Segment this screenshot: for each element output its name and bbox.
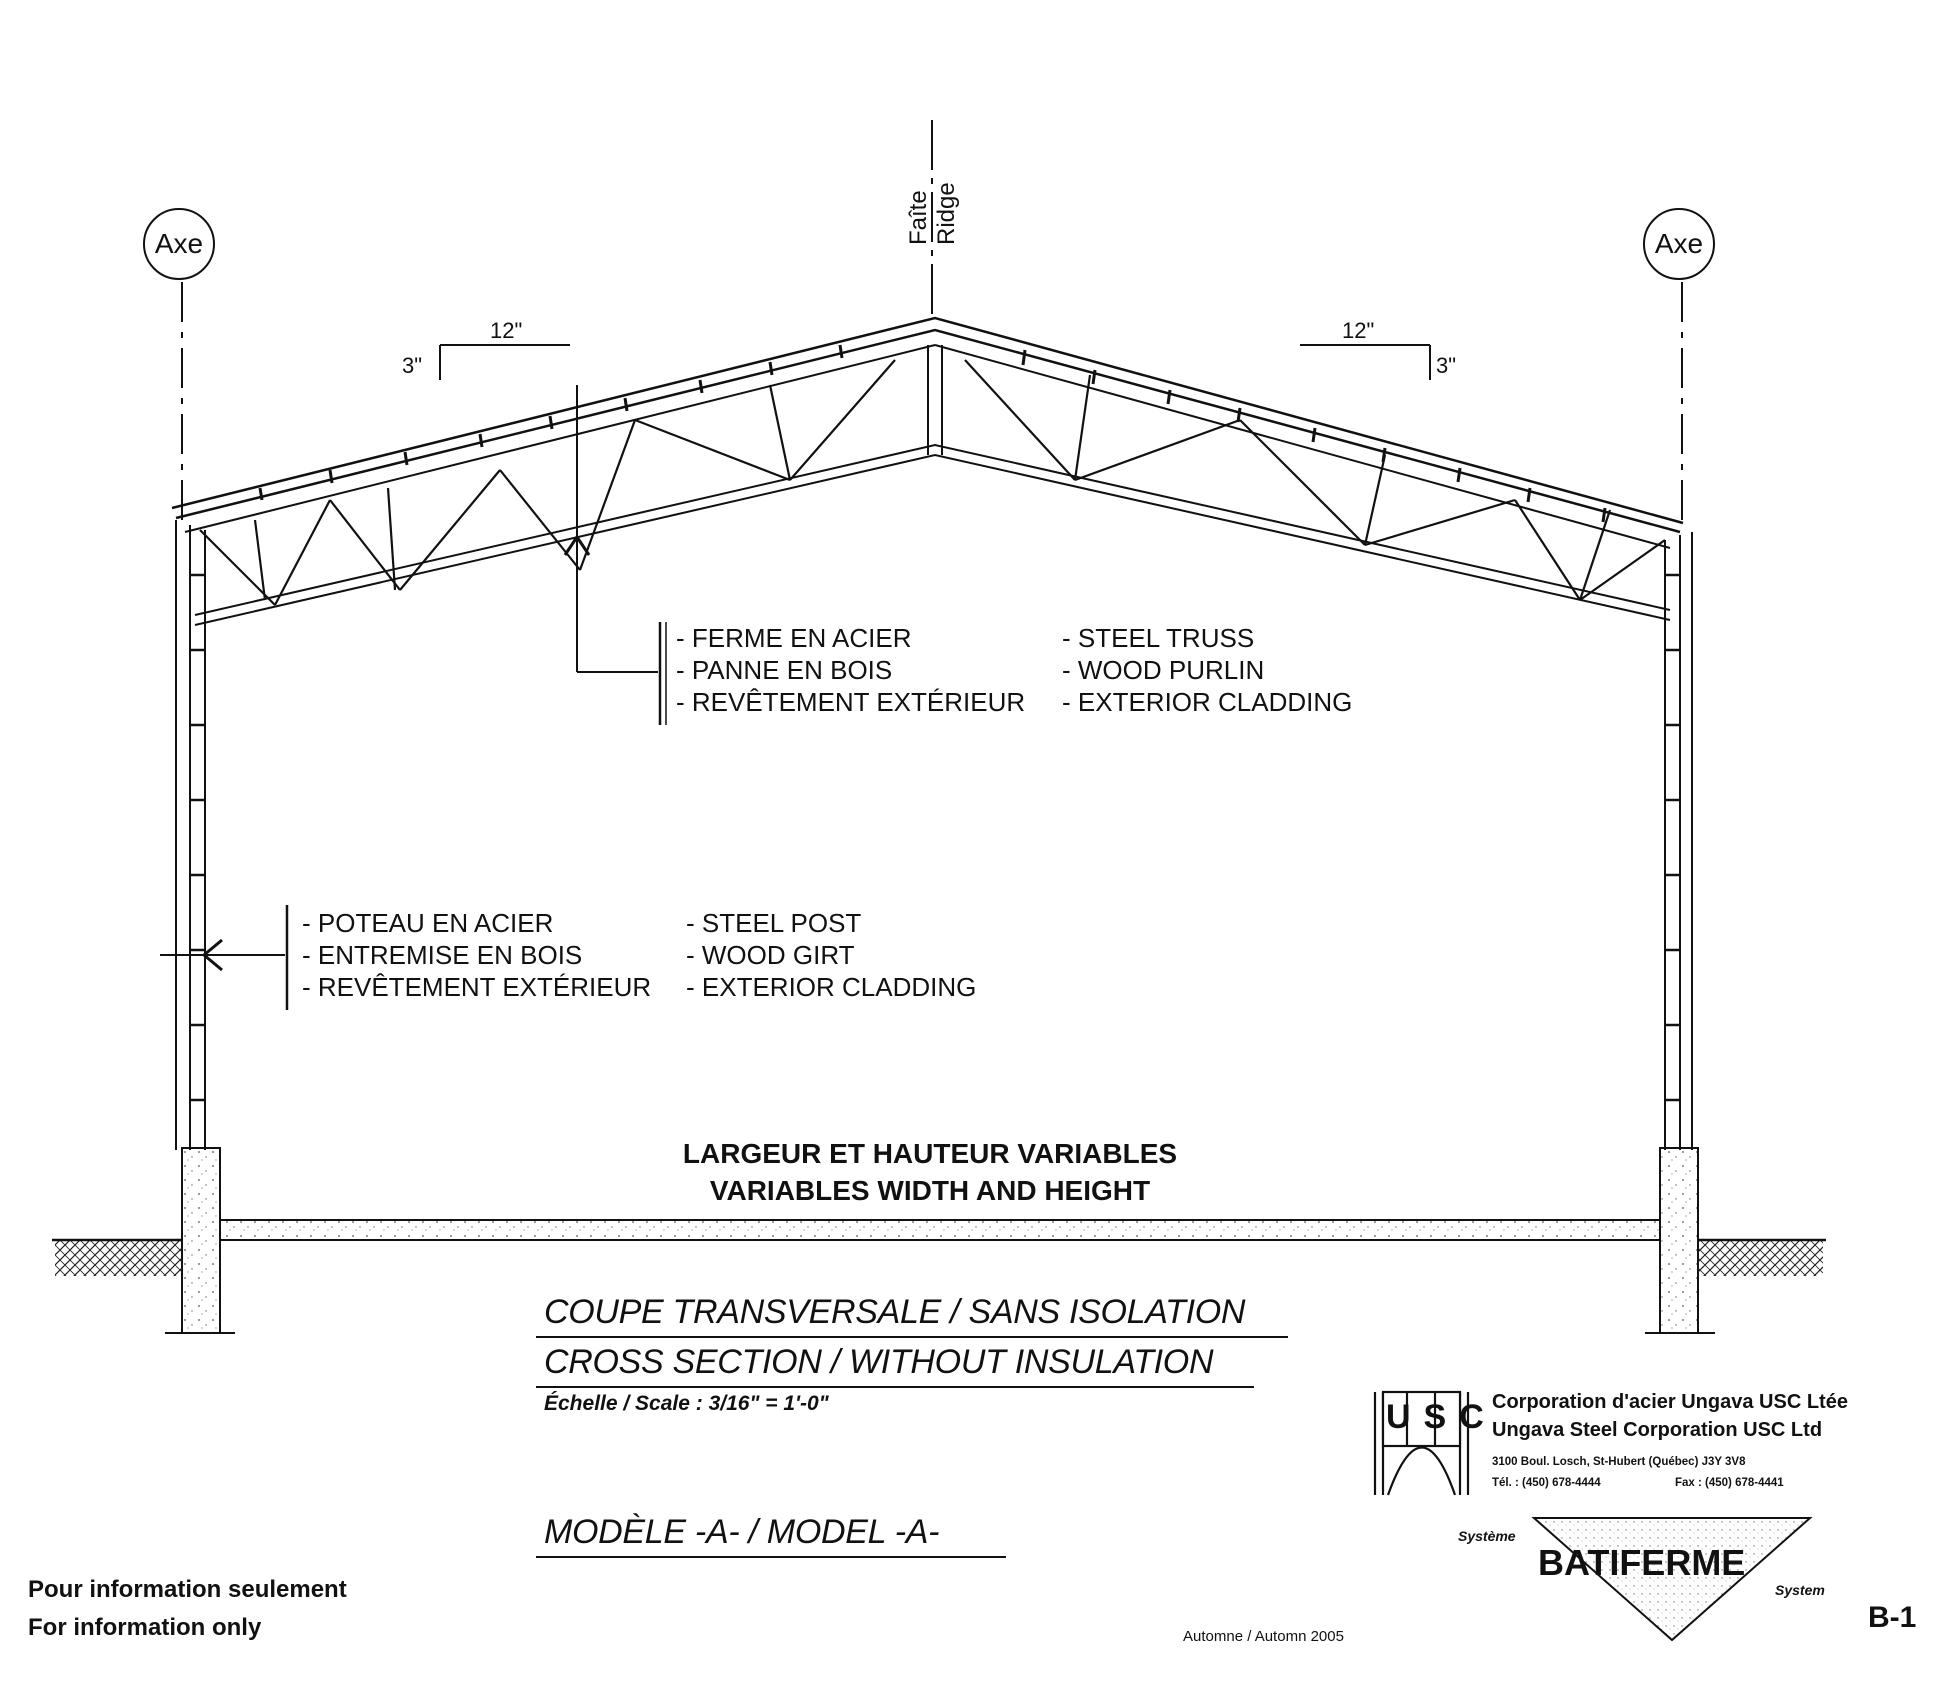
system-suffix: System: [1775, 1582, 1825, 1598]
slope-right-run: 12": [1342, 318, 1375, 343]
ground-right: [1698, 1240, 1823, 1276]
roof-note-fr-3: - REVÊTEMENT EXTÉRIEUR: [676, 687, 1026, 717]
company-name-en: Ungava Steel Corporation USC Ltd: [1492, 1419, 1823, 1441]
ridge-label-fr: Faîte: [905, 190, 932, 245]
roof-note-leader: [565, 385, 666, 725]
slope-right-rise: 3": [1436, 353, 1457, 378]
truss-king-post: [928, 345, 942, 455]
wall-note-en-1: - STEEL POST: [686, 908, 862, 938]
wall-note-en-3: - EXTERIOR CLADDING: [686, 972, 977, 1002]
system-name: BATIFERME: [1538, 1542, 1746, 1583]
ground-left: [55, 1240, 182, 1276]
axis-marker-right: [1643, 208, 1715, 280]
ridge-label-en: Ridge: [933, 182, 960, 245]
wall-note-en-2: - WOOD GIRT: [686, 940, 855, 970]
title-underline-2: [536, 1386, 1254, 1388]
company-tel: Tél. : (450) 678-4444: [1492, 1477, 1601, 1489]
wall-note-fr-2: - ENTREMISE EN BOIS: [302, 940, 583, 970]
roof-note-fr-2: - PANNE EN BOIS: [676, 655, 893, 685]
title-line-en: CROSS SECTION / WITHOUT INSULATION: [544, 1343, 1214, 1381]
title-line-fr: COUPE TRANSVERSALE / SANS ISOLATION: [544, 1293, 1246, 1331]
usc-logo-text: USC: [1386, 1398, 1497, 1436]
roof-note-fr-1: - FERME EN ACIER: [676, 623, 912, 653]
info-note-fr: Pour information seulement: [28, 1576, 347, 1603]
date-label: Automne / Automn 2005: [1183, 1628, 1344, 1645]
model-label: MODÈLE -A- / MODEL -A-: [544, 1513, 940, 1551]
foundation-left: [182, 1148, 220, 1333]
truss-bottom-chord: [195, 445, 1670, 625]
info-note-en: For information only: [28, 1614, 262, 1641]
wood-girts-left: [190, 575, 205, 1100]
axis-marker-left-label: Axe: [154, 228, 204, 259]
slope-left-rise: 3": [402, 353, 423, 378]
concrete-slab: [220, 1220, 1660, 1240]
model-underline: [536, 1556, 1006, 1558]
roof-note-en-2: - WOOD PURLIN: [1062, 655, 1265, 685]
dimensions-note-fr: LARGEUR ET HAUTEUR VARIABLES: [682, 1138, 1178, 1169]
dimensions-note-en: VARIABLES WIDTH AND HEIGHT: [709, 1175, 1151, 1206]
slope-left-run: 12": [490, 318, 523, 343]
company-fax: Fax : (450) 678-4441: [1675, 1477, 1784, 1489]
steel-post-right: [1665, 532, 1692, 1150]
slope-indicator-left: [440, 345, 570, 380]
wood-girts-right: [1665, 575, 1680, 1100]
wall-note-leader: [160, 905, 287, 1010]
company-address: 3100 Boul. Losch, St-Hubert (Québec) J3Y 3V8: [1492, 1456, 1746, 1468]
title-underline-1: [536, 1336, 1288, 1338]
scale-label: Échelle / Scale : 3/16" = 1'-0": [544, 1392, 829, 1415]
foundation-right: [1660, 1148, 1698, 1333]
sheet-number: B-1: [1868, 1601, 1917, 1634]
axis-marker-right-label: Axe: [1654, 228, 1704, 259]
wall-note-fr-3: - REVÊTEMENT EXTÉRIEUR: [302, 972, 652, 1002]
company-name-fr: Corporation d'acier Ungava USC Ltée: [1492, 1391, 1848, 1413]
truss-webs-left: [200, 360, 895, 605]
slope-indicator-right: [1300, 345, 1430, 380]
purlins: [260, 345, 1605, 522]
roof-note-en-1: - STEEL TRUSS: [1062, 623, 1255, 653]
wall-note-fr-1: - POTEAU EN ACIER: [302, 908, 554, 938]
roof-note-en-3: - EXTERIOR CLADDING: [1062, 687, 1353, 717]
system-prefix: Système: [1458, 1528, 1516, 1544]
truss-webs-right: [965, 360, 1665, 600]
axis-marker-left: [143, 208, 215, 280]
